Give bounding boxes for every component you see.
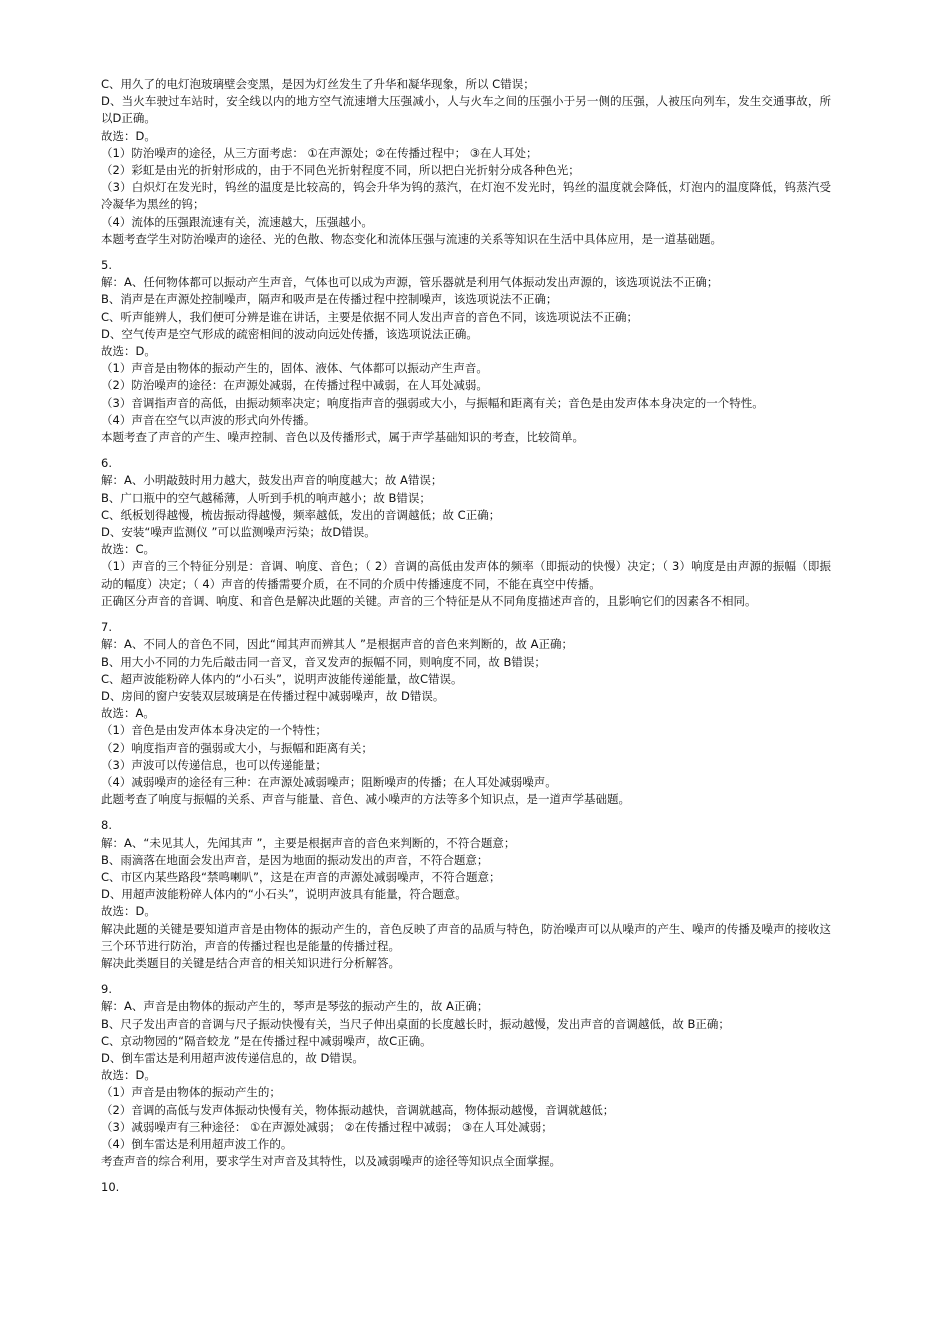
text-line: 解决此题的关键是要知道声音是由物体的振动产生的，音色反映了声音的品质与特色，防治噪声可以从噪声的产生、噪声的传播及噪声的接收这三个环节进行防治，声音的传播过程也是能量的传播过程。 [101, 921, 831, 953]
text-line: 解：A、“未见其人，先闻其声 ”，主要是根据声音的音色来判断的，不符合题意； [101, 835, 516, 850]
text-line: （1）防治噪声的途径，从三方面考虑： ①在声源处；②在传播过程中； ③在人耳处； [101, 145, 538, 160]
text-line: 解：A、声音是由物体的振动产生的，琴声是琴弦的振动产生的，故 A正确； [101, 999, 489, 1014]
answer-section [101, 619, 831, 808]
text-line: 本题考查学生对防治噪声的途径、光的色散、物态变化和流体压强与流速的关系等知识在生活中具体应用，是一道基础题。 [101, 231, 722, 246]
text-line: 考查声音的综合利用，要求学生对声音及其特性，以及减弱噪声的途径等知识点全面掌握。 [101, 1154, 561, 1169]
text-line: 解：A、不同人的音色不同，因此“闻其声而辨其人 ”是根据声音的音色来判断的，故 A正确； [101, 637, 573, 652]
text-line: D、安装“噪声监测仪 ”可以监测噪声污染；故D错误。 [101, 525, 376, 540]
text-line: C、超声波能粉碎人体内的“小石头”，说明声波能传递能量，故C错误。 [101, 671, 463, 686]
text-line: 正确区分声音的音调、响度、和音色是解决此题的关键。声音的三个特征是从不同角度描述声音的，且影响它们的因素各不相同。 [101, 593, 757, 608]
text-line: C、市区内某些路段“禁鸣喇叭”，这是在声音的声源处减弱噪声，不符合题意； [101, 869, 501, 884]
answer-section [101, 76, 831, 248]
text-line: 故选：D。 [101, 128, 156, 143]
text-line: 此题考查了响度与振幅的关系、声音与能量、音色、减小噪声的方法等多个知识点，是一道声学基础题。 [101, 792, 630, 807]
text-line: D、用超声波能粉碎人体内的“小石头”，说明声波具有能量，符合题意。 [101, 887, 467, 902]
text-line: C、用久了的电灯泡玻璃壁会变黑，是因为灯丝发生了升华和凝华现象，所以 C错误； [101, 77, 535, 91]
text-line: C、京动物园的“隔音蛟龙 ”是在传播过程中减弱噪声，故C正确。 [101, 1033, 432, 1048]
text-line: （1）声音是由物体的振动产生的，固体、液体、气体都可以振动产生声音。 [101, 361, 488, 376]
text-line: （3）声波可以传递信息，也可以传递能量； [101, 757, 327, 772]
text-line: 解：A、任何物体都可以振动产生声音，气体也可以成为声源，管乐器就是利用气体振动发出声源的，该选项说法不正确； [101, 275, 719, 290]
text-line: 解：A、小明敲鼓时用力越大，鼓发出声音的响度越大；故 A错误； [101, 473, 443, 488]
document-body [101, 76, 831, 1206]
text-line: B、尺子发出声音的音调与尺子振动快慢有关，当尺子伸出桌面的长度越长时，振动越慢，发出声音的音调越低，故 B正确； [101, 1016, 730, 1031]
text-line: B、用大小不同的力先后敲击同一音叉，音叉发声的振幅不同，则响度不同，故 B错误； [101, 654, 546, 669]
text-line: （4）倒车雷达是利用超声波工作的。 [101, 1136, 293, 1151]
text-line: （2）防治噪声的途径：在声源处减弱，在传播过程中减弱，在人耳处减弱。 [101, 378, 488, 393]
question-number: 5. [101, 258, 112, 273]
text-line: （3）音调指声音的高低，由振动频率决定；响度指声音的强弱或大小，与振幅和距离有关；音色是由发声体本身决定的一个特性。 [101, 395, 764, 410]
question-number: 10. [101, 1180, 120, 1195]
text-line: （3）白炽灯在发光时，钨丝的温度是比较高的，钨会升华为钨的蒸汽，在灯泡不发光时，钨丝的温度就会降低，灯泡内的温度降低，钨蒸汽受冷凝华为黑丝的钨； [101, 180, 831, 212]
text-line: （1）声音是由物体的振动产生的； [101, 1085, 281, 1100]
text-line: 故选：D。 [101, 344, 156, 359]
text-line: 故选：A。 [101, 706, 155, 721]
text-line: C、听声能辨人，我们便可分辨是谁在讲话，主要是依据不同人发出声音的音色不同，该选项说法不正确； [101, 309, 639, 324]
question-number: 8. [101, 818, 112, 833]
answer-section [101, 981, 831, 1170]
text-line: C、纸板划得越慢，梳齿振动得越慢，频率越低，发出的音调越低；故 C正确； [101, 507, 501, 522]
text-line: 故选：D。 [101, 1068, 156, 1083]
answer-section [101, 817, 831, 972]
text-line: （1）声音的三个特征分别是：音调、响度、音色；（ 2）音调的高低由发声体的频率（即振动的快慢）决定；（ 3）响度是由声源的振幅（即振动的幅度）决定；（ 4）声音的传播需要介质，在不同的介质中传播速度不同，不能在真空中传播。 [101, 559, 831, 591]
text-line: （1）音色是由发声体本身决定的一个特性； [101, 723, 327, 738]
text-line: 本题考查了声音的产生、噪声控制、音色以及传播形式，属于声学基础知识的考查，比较简单。 [101, 430, 584, 445]
text-line: 故选：D。 [101, 904, 156, 919]
question-number: 6. [101, 456, 112, 471]
text-line: （4）声音在空气以声波的形式向外传播。 [101, 412, 316, 427]
text-line: B、雨滴落在地面会发出声音，是因为地面的振动发出的声音，不符合题意； [101, 852, 489, 867]
text-line: 故选：C。 [101, 542, 156, 557]
text-line: 解决此类题目的关键是结合声音的相关知识进行分析解答。 [101, 955, 400, 970]
text-line: （4）流体的压强跟流速有关，流速越大，压强越小。 [101, 214, 373, 229]
answer-section [101, 1179, 831, 1196]
text-line: （2）彩虹是由光的折射形成的，由于不同色光折射程度不同，所以把白光折射分成各种色光； [101, 163, 580, 178]
text-line: D、当火车驶过车站时，安全线以内的地方空气流速增大压强减小，人与火车之间的压强小于另一侧的压强，人被压向列车，发生交通事故，所以D正确。 [101, 94, 831, 126]
text-line: （2）响度指声音的强弱或大小，与振幅和距离有关； [101, 740, 373, 755]
text-line: （2）音调的高低与发声体振动快慢有关，物体振动越快，音调就越高，物体振动越慢，音调就越低； [101, 1102, 615, 1117]
answer-section [101, 257, 831, 446]
text-line: B、消声是在声源处控制噪声，隔声和吸声是在传播过程中控制噪声，该选项说法不正确； [101, 292, 558, 307]
text-line: D、房间的窗户安装双层玻璃是在传播过程中减弱噪声，故 D错误。 [101, 688, 445, 703]
text-line: （4）减弱噪声的途径有三种：在声源处减弱噪声；阻断噪声的传播；在人耳处减弱噪声。 [101, 774, 557, 789]
text-line: B、广口瓶中的空气越稀薄，人听到手机的响声越小；故 B错误； [101, 490, 431, 505]
answer-section [101, 455, 831, 610]
text-line: （3）减弱噪声有三种途径： ①在声源处减弱； ②在传播过程中减弱； ③在人耳处减弱； [101, 1119, 553, 1134]
question-number: 7. [101, 620, 112, 635]
text-line: D、空气传声是空气形成的疏密相间的波动向远处传播，该选项说法正确。 [101, 326, 478, 341]
text-line: D、倒车雷达是利用超声波传递信息的，故 D错误。 [101, 1050, 364, 1065]
question-number: 9. [101, 982, 112, 997]
